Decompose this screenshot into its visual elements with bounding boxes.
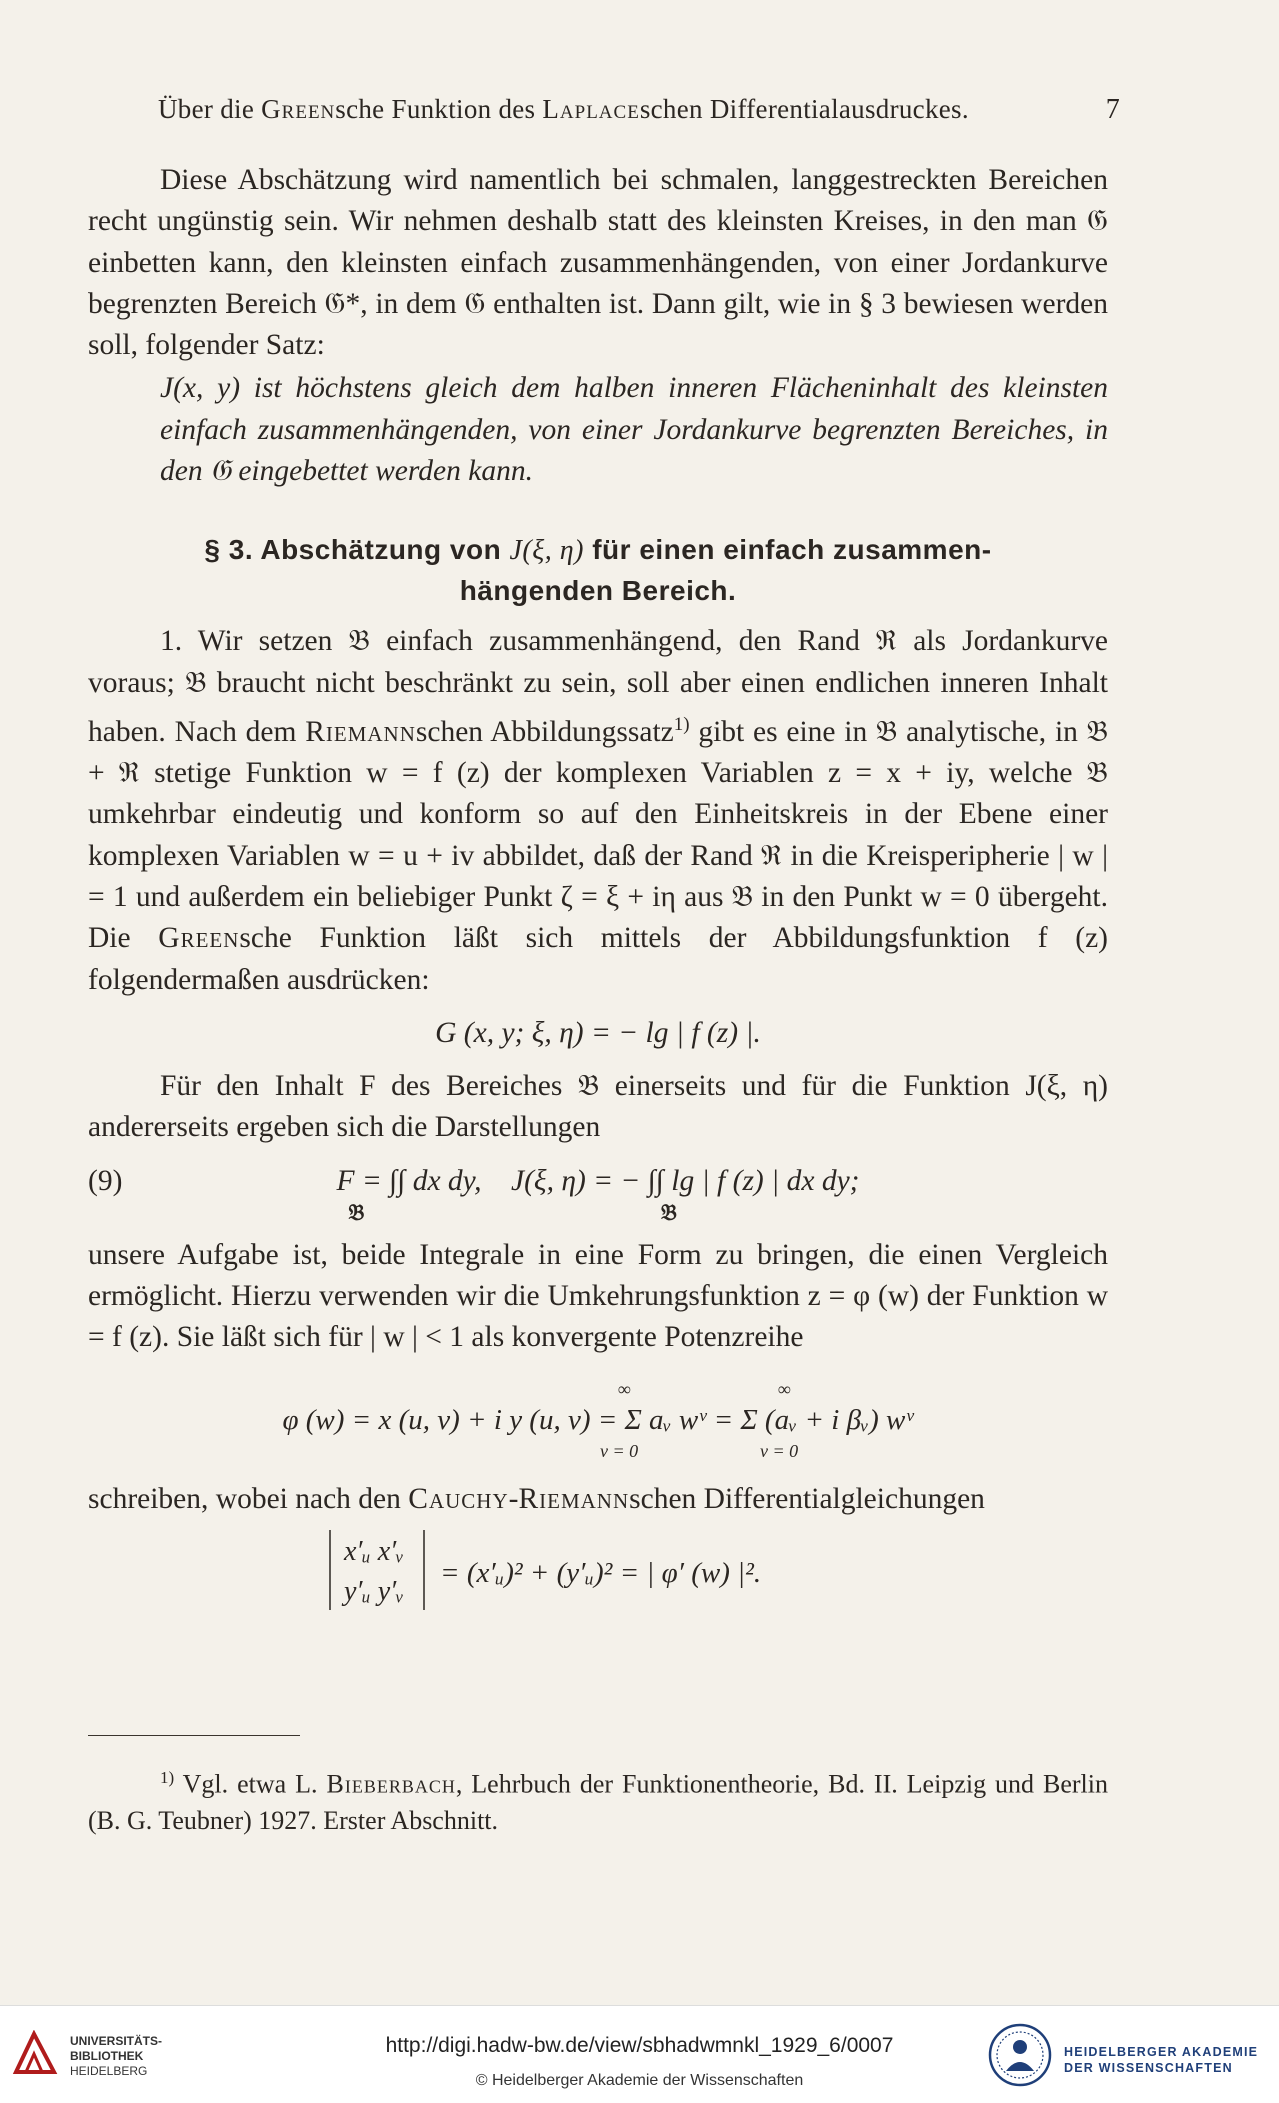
theorem: J(x, y) ist höchstens gleich dem halben inneren Flächeninhalt des kleinsten einfach zusammenhängenden, von einer Jordankurve begrenzten Bereiches, in den 𝔊 eingebettet werden kann. bbox=[160, 372, 1108, 488]
section-heading: § 3. Abschätzung von J(ξ, η) für einen einfach zusammen- hängenden Bereich. bbox=[204, 534, 992, 607]
university-library-name: UNIVERSITÄTS- BIBLIOTHEK HEIDELBERG bbox=[70, 2034, 163, 2078]
det-rhs: = (x′ᵤ)² + (y′ᵤ)² = | φ′ (w) |². bbox=[440, 1556, 762, 1589]
paragraph-5: schreiben, wobei nach den Cauchy-Riemannschen Differentialgleichungen bbox=[88, 1482, 985, 1515]
copyright-notice: © Heidelberger Akademie der Wissenschaften bbox=[475, 2072, 804, 2089]
power-series-text: φ (w) = x (u, v) + i y (u, v) = Σ aᵥ wᵛ = Σ (aᵥ + i βᵥ) wᵛ bbox=[282, 1403, 914, 1436]
det-row-1: x′ᵤ x′ᵥ bbox=[344, 1535, 405, 1567]
sum2-top: ∞ bbox=[778, 1378, 791, 1399]
permalink-url[interactable]: http://digi.hadw-bw.de/view/sbhadwmnkl_1929_6/0007 bbox=[385, 2034, 894, 2057]
paragraph-1: Diese Abschätzung wird namentlich bei schmalen, langgestreckten Bereichen recht ungünstig sein. Wir nehmen deshalb statt des kleinsten Kreises, in den man 𝔊 einbetten kann, den kleinsten einfach zusammenhängenden, von einer Jordankurve begrenzten Bereich 𝔊*, in dem 𝔊 enthalten ist. Dann gilt, wie in § 3 bewiesen werden soll, folgender Satz: bbox=[88, 164, 1108, 362]
header-title: Über die Greensche Funktion des Laplaceschen Differentialausdruckes. bbox=[158, 94, 969, 124]
academy-name: HEIDELBERGER AKADEMIE DER WISSENSCHAFTEN bbox=[1064, 2045, 1259, 2075]
paragraph-2: 1. Wir setzen 𝔅 einfach zusammenhängend, den Rand ℜ als Jordankurve voraus; 𝔅 braucht nicht beschränkt zu sein, soll aber einen endlichen inneren Inhalt haben. Nach dem Riemannschen Abbildungssatz$^{1)}$ gibt es eine in 𝔅 analytische, in 𝔅 + ℜ stetige Funktion w = f (z) der komplexen Variablen z = x + iy, welche 𝔅 umkehrbar eindeutig und konform so auf den Einheitskreis in der Ebene einer komplexen Variablen w = u + iv abbildet, daß der Rand ℜ in die Kreisperipherie | w | = 1 und außerdem ein beliebiger Punkt ζ = ξ + iη aus 𝔅 in den Punkt w = 0 übergeht. Die Greensche Funktion läßt sich mittels der Abbildungsfunktion f (z) folgendermaßen ausdrücken: bbox=[88, 625, 1108, 996]
page-number: 7 bbox=[1105, 94, 1120, 125]
footnote-ref[interactable]: 1) bbox=[673, 713, 690, 735]
equation-9 bbox=[88, 1161, 1108, 1226]
integral-area: F = ∫∫ dx dy, 𝔅 bbox=[336, 1164, 482, 1226]
footnote-rule bbox=[88, 1735, 300, 1736]
equation-number: (9) bbox=[88, 1164, 123, 1197]
sum1-top: ∞ bbox=[618, 1378, 631, 1399]
det-row-2: y′ᵤ y′ᵥ bbox=[344, 1575, 405, 1607]
academy-seal-icon[interactable] bbox=[988, 2023, 1052, 2087]
formula-green-function: G (x, y; ξ, η) = − lg | f (z) |. bbox=[435, 1016, 761, 1049]
main-text bbox=[88, 160, 1108, 1620]
determinant-svg bbox=[88, 1528, 1108, 1612]
formula-power-series bbox=[88, 1377, 1108, 1461]
footnote: $^{1)}$ Vgl. etwa L. Bieberbach, Lehrbuch der Funktionentheorie, Bd. II. Leipzig und Berlin (B. G. Teubner) 1927. Erster Abschnitt. bbox=[88, 1768, 1108, 1835]
paragraph-3: Für den Inhalt F des Bereiches 𝔅 einerseits und für die Funktion J(ξ, η) andererseits ergeben sich die Darstellungen bbox=[88, 1070, 1108, 1144]
paragraph-4: unsere Aufgabe ist, beide Integrale in eine Form zu bringen, die einen Vergleich ermöglicht. Hierzu verwenden wir die Umkehrungsfunktion z = φ (w) der Funktion w = f (z). Sie läßt sich für | w | < 1 als konvergente Potenzreihe bbox=[88, 1238, 1108, 1354]
viewer-footer bbox=[0, 2005, 1279, 2103]
integral-j: J(ξ, η) = − ∫∫ lg | f (z) | dx dy; 𝔅 bbox=[511, 1164, 860, 1226]
jacobian-determinant bbox=[88, 1528, 1108, 1612]
power-series-svg bbox=[88, 1377, 1108, 1461]
sum2-bottom: ν = 0 bbox=[760, 1440, 799, 1461]
sum1-bottom: ν = 0 bbox=[600, 1440, 639, 1461]
